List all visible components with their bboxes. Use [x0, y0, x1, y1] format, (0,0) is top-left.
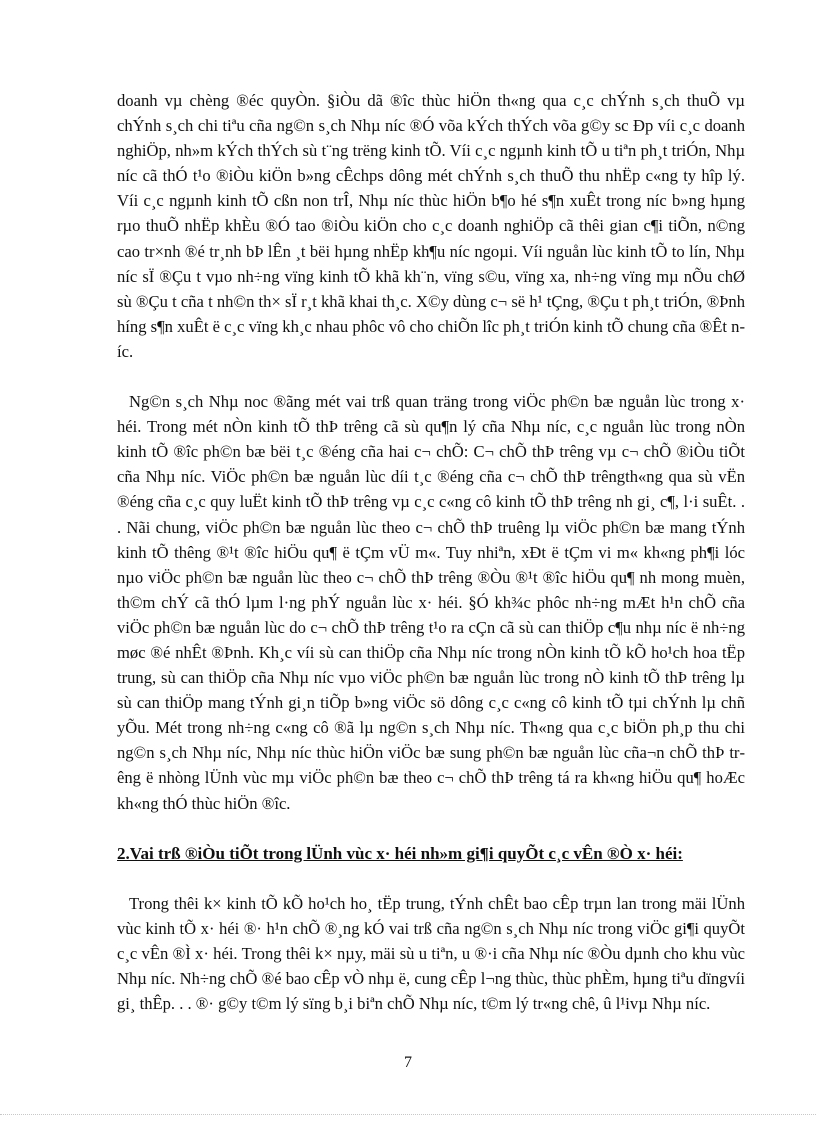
page-number: 7	[404, 1054, 412, 1071]
section-heading: 2.Vai trß ®iÒu tiÕt trong lÜnh vùc x· héi nh»m gi¶i quyÕt c¸c vÊn ®Ò x· héi:	[117, 843, 683, 863]
body-paragraph-3: Trong thêi k× kinh tÕ kÕ ho¹ch ho¸ tËp trung, tÝnh chÊt bao cÊp trµn lan trong mäi lÜnh vùc kinh tÕ x· héi ®· h¹n chÕ ®¸ng kÓ vai trß cña ng©n s¸ch Nhµ níc trong viÖc gi¶i quyÕt c¸c vÊn ®Ì x· héi. Trong thêi k× nµy, mäi sù u tiªn, u ®·i cña Nhµ níc ®Òu dµnh cho khu vùc Nhµ níc. Nh÷ng chÕ ®é bao cÊp vÒ nhµ ë, cung cÊp l¬ng thùc, thùc phÈm, hµng tiªu dïngvíi gi¸ thÊp. . . ®· g©y t©m lý sïng b¸i biªn chÕ Nhµ níc, t©m lý tr«ng chê, û l¹ivµ Nhµ níc.	[117, 893, 745, 1013]
paragraph-spacer	[117, 364, 745, 389]
body-paragraph-1: doanh vµ chèng ®éc quyÒn. §iÒu dã ®îc thùc hiÖn th«ng qua c¸c chÝnh s¸ch thuÕ vµ chÝnh s¸ch chi tiªu cña ng©n s¸ch Nhµ níc ®Ó võa kÝch thÝch võa g©y sc Ðp víi c¸c doanh nghiÖp, nh»m kÝch thÝch sù t¨ng trëng kinh tÕ. Víi c¸c ngµnh kinh tÕ u tiªn ph¸t triÓn, Nhµ níc cã thÓ t¹o ®iÒu kiÖn b»ng cÊchps dông mét chÝnh s¸ch thuÕ thu nhËp c«ng ty hîp lý. Víi c¸c ngµnh kinh tÕ cßn non trÎ, Nhµ níc thùc hiÖn b¶o hé s¶n xuÊt trong níc b»ng hµng rµo thuÕ nhËp khÈu ®Ó tao ®iÒu kiÖn cho c¸c doanh nghiÖp cã thêi gian c¶i tiÕn, n©ng cao tr×nh ®é tr¸nh bÞ lÊn ¸t bëi hµng nhËp kh¶u níc ngoµi. Víi nguån lùc kinh tÕ to lín, Nhµ níc sÏ ®Çu t vµo nh÷ng vïng kinh tÕ khã kh¨n, vïng s©u, vïng xa, nh÷ng vïng mµ nÕu chØ sù ®Çu t cña t nh©n th× sÏ r¸t khã khai th¸c. X©y dùng c¬ së h¹ tÇng, ®Çu t ph¸t triÓn, ®Þnh híng s¶n xuÊt ë c¸c vïng kh¸c nhau phôc vô cho chiÕn lîc ph¸t triÓn kinh tÕ chung cña ®Êt níc.	[117, 91, 745, 361]
page-content	[117, 88, 745, 1016]
paragraph-spacer	[117, 866, 745, 891]
page-bottom-rule	[0, 1114, 816, 1115]
paragraph-spacer	[117, 816, 745, 841]
body-paragraph-2: Ng©n s¸ch Nhµ noc ®ãng mét vai trß quan träng trong viÖc ph©n bæ nguån lùc trong x· héi. Trong mét nÒn kinh tÕ thÞ trêng cã sù qu¶n lý cña Nhµ níc, c¸c nguån lùc trong nÒn kinh tÕ ®îc ph©n bæ bëi t¸c ®éng cña hai c¬ chÕ: C¬ chÕ thÞ trêng vµ c¬ chÕ ®iÒu tiÕt cña Nhµ níc. ViÖc ph©n bæ nguån lùc díi t¸c ®éng cña c¬ chÕ thÞ trêngth«ng qua sù vËn ®éng cña c¸c quy luËt kinh tÕ thÞ trêng vµ c¸c c«ng cô kinh tÕ thÞ trêng nh gi¸ c¶, l·i suÊt. . . Nãi chung, viÖc ph©n bæ nguån lùc theo c¬ chÕ thÞ truêng lµ viÖc ph©n bæ mang tÝnh kinh tÕ thêng ®¹t ®îc hiÖu qu¶ ë tÇm vÜ m«. Tuy nhiªn, xÐt ë tÇm vi m« kh«ng ph¶i lóc nµo viÖc ph©n bæ nguån lùc theo c¬ chÕ thÞ trêng ®Òu ®¹t ®îc hiÖu qu¶ nh mong muèn, th©m chÝ cã thÓ lµm l·ng phÝ nguån lùc x· héi. §Ó kh¾c phôc nh÷ng mÆt h¹n chÕ cña viÖc ph©n bæ nguån lùc do c¬ chÕ thÞ trêng t¹o ra cÇn cã sù can thiÖp c¶u nhµ níc ë nh÷ng møc ®é nhÊt ®Þnh. Kh¸c víi sù can thiÖp cña Nhµ níc trong nÒn kinh tÕ kÕ ho¹ch hoa tËp trung, sù can thiÖp cña Nhµ níc vµo viÖc ph©n bæ nguån lùc trong nÒ kinh tÕ thÞ trêng lµ sù can thiÖp mang tÝnh gi¸n tiÕp b»ng viÖc sö dông c¸c c«ng cô kinh tÕ tµi chÝnh lµ chñ yÕu. Mét trong nh÷ng c«ng cô ®ã lµ ng©n s¸ch Nhµ níc. Th«ng qua c¸c biÖn ph¸p thu chi ng©n s¸ch Nhµ níc, Nhµ níc thùc hiÖn viÖc bæ sung ph©n bæ nguån lùc cña¬n chÕ thÞ trêng ë nhòng lÜnh vùc mµ viÖc ph©n bæ theo c¬ chÕ thÞ trêng tá ra kh«ng hiÖu qu¶ hoÆc kh«ng thÓ thùc hiÖn ®îc.	[117, 392, 745, 813]
